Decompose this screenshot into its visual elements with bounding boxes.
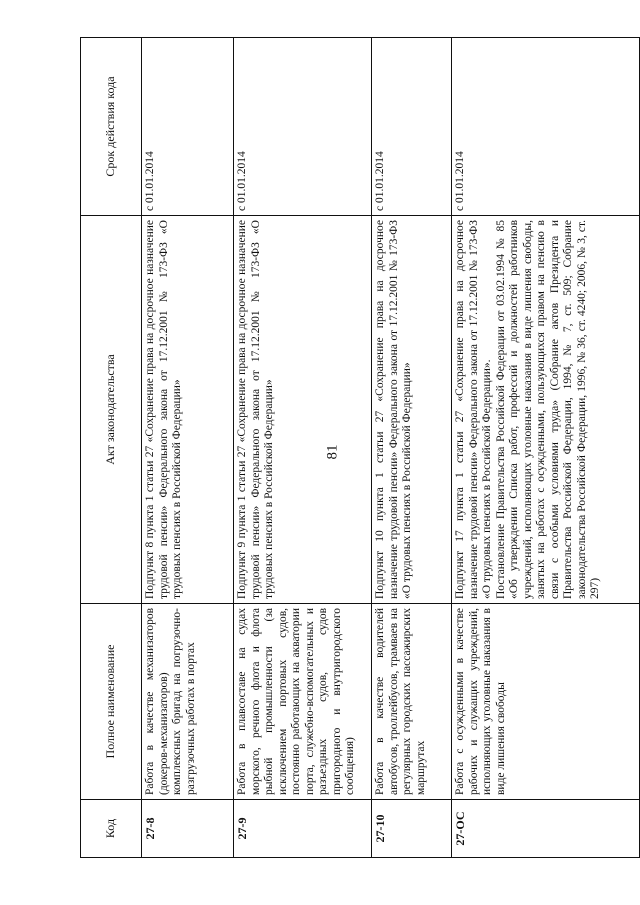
header-act: Акт законодательства bbox=[81, 216, 142, 604]
act-paragraph: Постановление Правительства Российской Федерации от 03.02.1994 № 85 «Об утверждении Списка работ, профессий и должностей работников учреждений, исполняющих уголовные наказания в виде лишения свободы, занятых на работах с осужденными, пользующихся правом на пенсию в связи с особыми условиями труда» (Собрание актов Президента и Правительства Российской Федерации, 1994, № 7, ст. 509; Собрание законодательства Российской Федерации, 1996, № 36, ст. 4240; 2006, № 3, ст. 297) bbox=[494, 220, 601, 599]
rotated-table-container bbox=[80, 38, 640, 858]
table-row bbox=[452, 38, 640, 858]
row-act bbox=[452, 216, 640, 604]
table-row bbox=[372, 38, 452, 858]
act-paragraph: Подпункт 8 пункта 1 статьи 27 «Сохранение права на досрочное назначение трудовой пенсии» Федерального закона от 17.12.2001 № 173-ФЗ «О трудовых пенсиях в Российской Федерации» bbox=[144, 220, 183, 599]
act-paragraph: Подпункт 17 пункта 1 статьи 27 «Сохранение права на досрочное назначение трудовой пенсии» Федерального закона от 17.12.2001 № 173-ФЗ «О трудовых пенсиях в Российской Федерации». bbox=[454, 220, 493, 599]
row-name: Работа в качестве механизаторов (докеров-механизаторов) комплексных бригад на погрузочно-разгрузочных работах в портах bbox=[142, 604, 234, 800]
header-name: Полное наименование bbox=[81, 604, 142, 800]
row-term: с 01.01.2014 bbox=[452, 38, 640, 216]
header-code: Код bbox=[81, 800, 142, 858]
codes-table bbox=[80, 37, 640, 858]
row-name: Работа в плавсоставе на судах морского, речного флота и флота рыбной промышленности (за исключением портовых судов, постоянно работающих на акватории порта, служебно-вспомогательных и разъездных судов, судов пригородного и внутригородского сообщения) bbox=[234, 604, 372, 800]
row-term: с 01.01.2014 bbox=[234, 38, 372, 216]
row-act bbox=[234, 216, 372, 604]
header-term: Срок действия кода bbox=[81, 38, 142, 216]
page-number: 81 bbox=[324, 444, 341, 460]
row-act bbox=[142, 216, 234, 604]
row-name: Работа с осужденными в качестве рабочих и служащих учреждений, исполняющих уголовные наказания в виде лишения свободы bbox=[452, 604, 640, 800]
row-term: с 01.01.2014 bbox=[142, 38, 234, 216]
row-act bbox=[372, 216, 452, 604]
table-row bbox=[142, 38, 234, 858]
row-term: с 01.01.2014 bbox=[372, 38, 452, 216]
act-paragraph: Подпункт 10 пункта 1 статьи 27 «Сохранение права на досрочное назначение трудовой пенсии» Федерального закона от 17.12.2001 № 173-ФЗ «О трудовых пенсиях в Российской Федерации» bbox=[374, 220, 413, 599]
act-paragraph: Подпункт 9 пункта 1 статьи 27 «Сохранение права на досрочное назначение трудовой пенсии» Федерального закона от 17.12.2001 № 173-ФЗ «О трудовых пенсиях в Российской Федерации» bbox=[236, 220, 275, 599]
row-name: Работа в качестве водителей автобусов, троллейбусов, трамваев на регулярных городских пассажирских маршрутах bbox=[372, 604, 452, 800]
row-code: 27-10 bbox=[372, 800, 452, 858]
table-header-row bbox=[81, 38, 142, 858]
row-code: 27-ОС bbox=[452, 800, 640, 858]
row-code: 27-8 bbox=[142, 800, 234, 858]
row-code: 27-9 bbox=[234, 800, 372, 858]
table-row bbox=[234, 38, 372, 858]
